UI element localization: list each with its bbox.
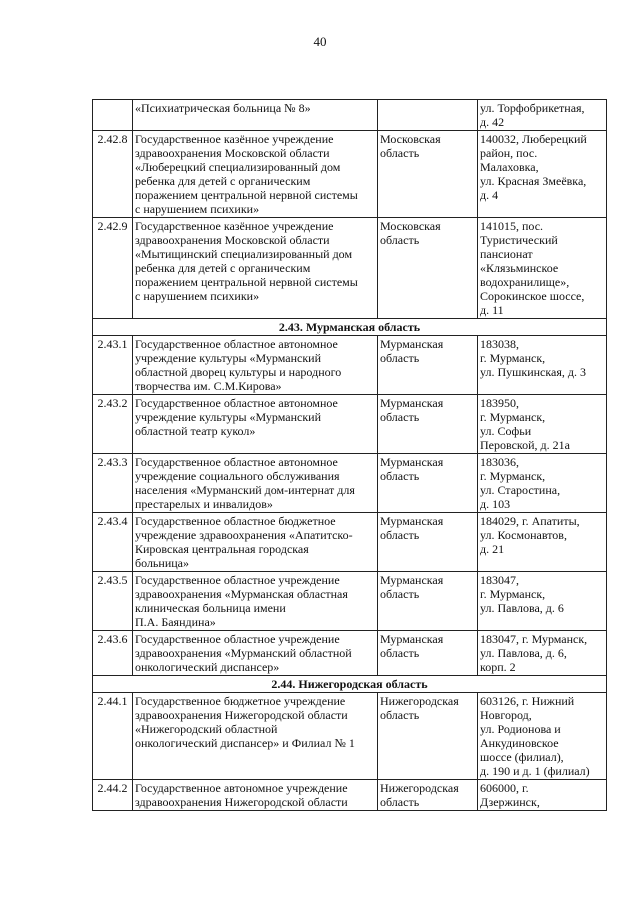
institution-name: «Психиатрическая больница № 8» [133, 100, 378, 131]
section-header-row [93, 319, 607, 336]
row-number: 2.43.6 [93, 631, 133, 676]
section-header-row [93, 676, 607, 693]
institution-name: Государственное областное автономное учреждение культуры «Мурманский областной дворец культуры и народного творчества им. С.М.Кирова» [133, 336, 378, 395]
institution-name: Государственное областное бюджетное учреждение здравоохранения «Апатитско- Кировская центральная городская больница» [133, 513, 378, 572]
institution-address: 183047, г. Мурманск, ул. Павлова, д. 6 [478, 572, 607, 631]
institution-address: 603126, г. Нижний Новгород, ул. Родионова и Анкудиновское шоссе (филиал), д. 190 и д. 1 (филиал) [478, 693, 607, 780]
table-row [93, 693, 607, 780]
institution-address: ул. Торфобрикетная, д. 42 [478, 100, 607, 131]
table-row [93, 513, 607, 572]
region-name: Мурманская область [378, 513, 478, 572]
institution-name: Государственное казённое учреждение здравоохранения Московской области «Люберецкий специализированный дом ребенка для детей с органическим поражением центральной нервной системы с нарушением психики» [133, 131, 378, 218]
table-row [93, 131, 607, 218]
institution-address: 184029, г. Апатиты, ул. Космонавтов, д. 21 [478, 513, 607, 572]
table-row [93, 100, 607, 131]
institutions-table-body [93, 100, 607, 811]
row-number: 2.44.1 [93, 693, 133, 780]
institution-address: 183038, г. Мурманск, ул. Пушкинская, д. 3 [478, 336, 607, 395]
institution-address: 606000, г. Дзержинск, [478, 780, 607, 811]
region-name: Мурманская область [378, 336, 478, 395]
institution-name: Государственное областное автономное учреждение социального обслуживания населения «Мурманский дом-интернат для престарелых и инвалидов» [133, 454, 378, 513]
table-row [93, 395, 607, 454]
row-number [93, 100, 133, 131]
institution-address: 183047, г. Мурманск, ул. Павлова, д. 6, корп. 2 [478, 631, 607, 676]
page-number: 40 [313, 34, 327, 49]
table-row [93, 218, 607, 319]
region-name [378, 100, 478, 131]
institution-address: 183950, г. Мурманск, ул. Софьи Перовской, д. 21а [478, 395, 607, 454]
row-number: 2.42.9 [93, 218, 133, 319]
section-title: 2.43. Мурманская область [93, 319, 607, 336]
institution-address: 140032, Люберецкий район, пос. Малаховка, ул. Красная Змеёвка, д. 4 [478, 131, 607, 218]
table-row [93, 631, 607, 676]
table-row [93, 572, 607, 631]
table-row [93, 454, 607, 513]
institution-name: Государственное бюджетное учреждение здравоохранения Нижегородской области «Нижегородский областной онкологический диспансер» и Филиал № 1 [133, 693, 378, 780]
institution-name: Государственное областное автономное учреждение культуры «Мурманский областной театр кукол» [133, 395, 378, 454]
row-number: 2.42.8 [93, 131, 133, 218]
institution-name: Государственное автономное учреждение здравоохранения Нижегородской области [133, 780, 378, 811]
institution-name: Государственное областное учреждение здравоохранения «Мурманский областной онкологический диспансер» [133, 631, 378, 676]
row-number: 2.43.2 [93, 395, 133, 454]
region-name: Мурманская область [378, 454, 478, 513]
region-name: Мурманская область [378, 572, 478, 631]
region-name: Нижегородская область [378, 693, 478, 780]
institution-name: Государственное казённое учреждение здравоохранения Московской области «Мытищинский специализированный дом ребенка для детей с органическим поражением центральной нервной системы с нарушением психики» [133, 218, 378, 319]
row-number: 2.43.3 [93, 454, 133, 513]
row-number: 2.43.4 [93, 513, 133, 572]
region-name: Мурманская область [378, 395, 478, 454]
section-title: 2.44. Нижегородская область [93, 676, 607, 693]
row-number: 2.43.1 [93, 336, 133, 395]
institution-address: 141015, пос. Туристический пансионат «Клязьминское водохранилище», Сорокинское шоссе, д. 11 [478, 218, 607, 319]
region-name: Мурманская область [378, 631, 478, 676]
institution-address: 183036, г. Мурманск, ул. Старостина, д. 103 [478, 454, 607, 513]
table-row [93, 780, 607, 811]
row-number: 2.43.5 [93, 572, 133, 631]
region-name: Нижегородская область [378, 780, 478, 811]
region-name: Московская область [378, 218, 478, 319]
institutions-table [92, 99, 607, 811]
region-name: Московская область [378, 131, 478, 218]
institution-name: Государственное областное учреждение здравоохранения «Мурманская областная клиническая больница имени П.А. Баяндина» [133, 572, 378, 631]
table-row [93, 336, 607, 395]
row-number: 2.44.2 [93, 780, 133, 811]
